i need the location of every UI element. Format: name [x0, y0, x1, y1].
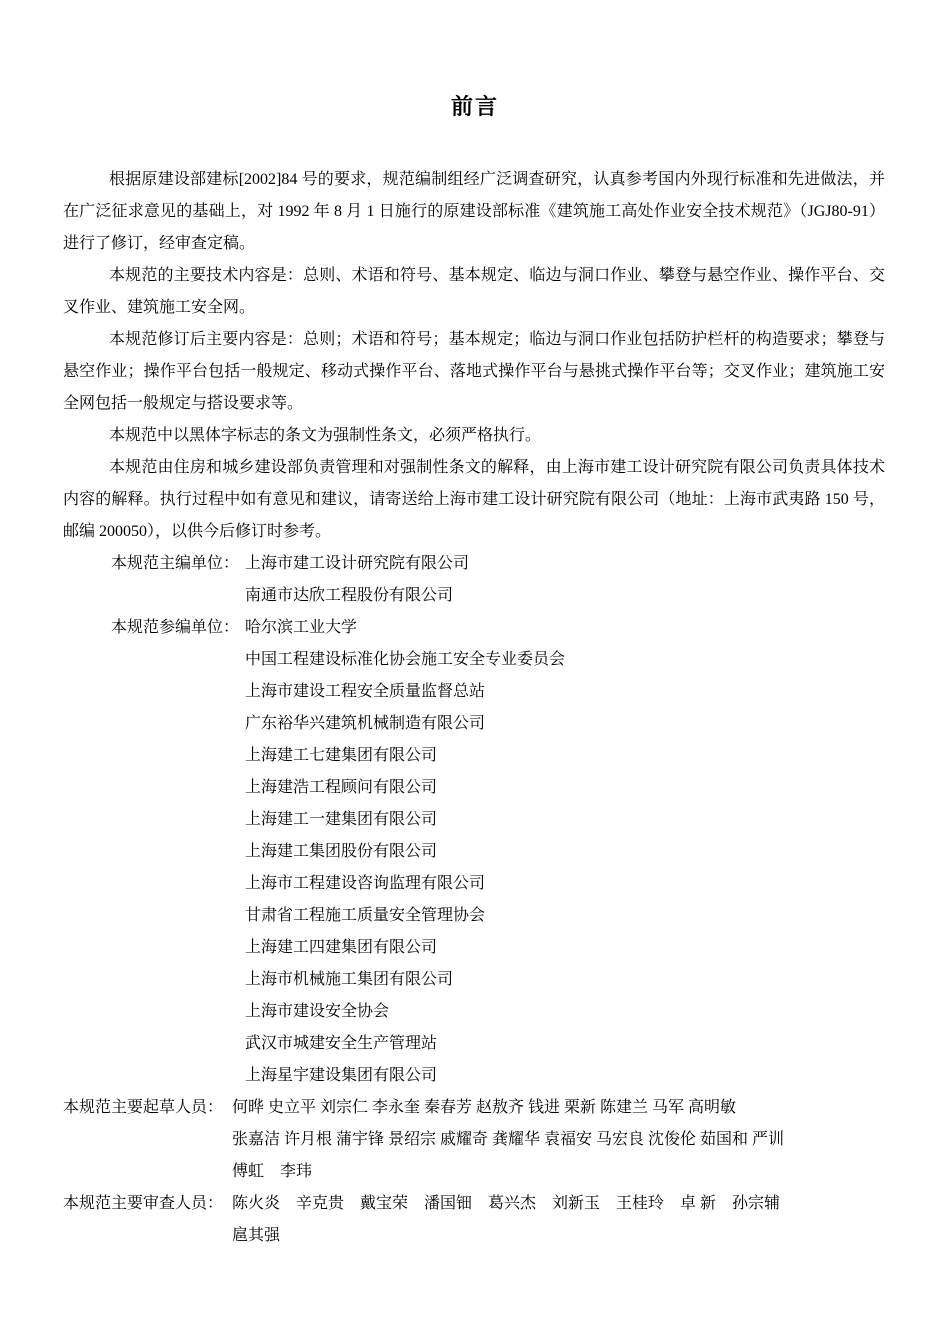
unit-item: 南通市达欣工程股份有限公司 [245, 587, 454, 604]
unit-item: 上海市建设工程安全质量监督总站 [245, 683, 486, 700]
unit-item: 上海市工程建设咨询监理有限公司 [245, 875, 486, 892]
chief-editor-label: 本规范主编单位： [111, 555, 240, 572]
drafters-block [63, 1092, 885, 1188]
unit-item: 中国工程建设标准化协会施工安全专业委员会 [245, 651, 566, 668]
unit-item: 上海市建设安全协会 [245, 1003, 390, 1020]
drafters-names-line: 张嘉洁 许月根 蒲宇锋 景绍宗 戚耀奇 龚耀华 袁福安 马宏良 沈俊伦 茹国和 严训 [232, 1131, 785, 1148]
chief-editor-units [245, 548, 885, 612]
reviewers-names-line: 陈火炎 辛克贵 戴宝荣 潘国钿 葛兴杰 刘新玉 王桂玲 卓 新 孙宗辅 [232, 1195, 781, 1212]
participating-units-label: 本规范参编单位： [111, 619, 240, 636]
unit-item: 上海建工四建集团有限公司 [245, 939, 438, 956]
unit-item: 上海建工七建集团有限公司 [245, 747, 438, 764]
participating-units-block [63, 612, 885, 1092]
page-title: 前言 [450, 94, 499, 119]
unit-item: 甘肃省工程施工质量安全管理协会 [245, 907, 486, 924]
unit-item: 上海市建工设计研究院有限公司 [245, 555, 470, 572]
unit-item: 上海建浩工程顾问有限公司 [245, 779, 438, 796]
paragraph-revised-contents: 本规范修订后主要内容是：总则；术语和符号；基本规定；临边与洞口作业包括防护栏杆的构造要求；攀登与悬空作业；操作平台包括一般规定、移动式操作平台、落地式操作平台与悬挑式操作平台等；交叉作业；建筑施工安全网包括一般规定与搭设要求等。 [63, 331, 885, 412]
chief-editor-block [63, 548, 885, 612]
drafters-label: 本规范主要起草人员： [63, 1099, 224, 1116]
unit-item: 上海市机械施工集团有限公司 [245, 971, 454, 988]
drafters-names-line: 傅虹 李玮 [232, 1163, 313, 1180]
drafters-names [232, 1092, 885, 1188]
paragraph-basis: 根据原建设部建标[2002]84 号的要求，规范编制组经广泛调查研究，认真参考国内外现行标准和先进做法，并在广泛征求意见的基础上，对 1992 年 8 月 1 日施行的原建设部标准《建筑施工高处作业安全技术规范》（JGJ80-91）进行了修订，经审查定稿。 [63, 171, 885, 252]
paragraph-administration: 本规范由住房和城乡建设部负责管理和对强制性条文的解释，由上海市建工设计研究院有限公司负责具体技术内容的解释。执行过程中如有意见和建议，请寄送给上海市建工设计研究院有限公司（地址：上海市武夷路 150 号，邮编 200050），以供今后修订时参考。 [63, 459, 885, 540]
paragraph-mandatory-provisions: 本规范中以黑体字标志的条文为强制性条文，必须严格执行。 [109, 427, 542, 444]
unit-item: 武汉市城建安全生产管理站 [245, 1035, 438, 1052]
unit-item: 上海建工集团股份有限公司 [245, 843, 438, 860]
unit-item: 哈尔滨工业大学 [245, 619, 358, 636]
reviewers-names-line: 扈其强 [232, 1227, 281, 1244]
reviewers-label: 本规范主要审查人员： [63, 1195, 224, 1212]
document-body [63, 164, 885, 1252]
unit-item: 上海星宇建设集团有限公司 [245, 1067, 438, 1084]
drafters-names-line: 何晔 史立平 刘宗仁 李永奎 秦春芳 赵敖齐 钱进 栗新 陈建兰 马军 高明敏 [232, 1099, 737, 1116]
unit-item: 上海建工一建集团有限公司 [245, 811, 438, 828]
unit-item: 广东裕华兴建筑机械制造有限公司 [245, 715, 486, 732]
participating-units [245, 612, 885, 1092]
reviewers-block [63, 1188, 885, 1252]
reviewers-names [232, 1188, 885, 1252]
paragraph-main-contents: 本规范的主要技术内容是：总则、术语和符号、基本规定、临边与洞口作业、攀登与悬空作业、操作平台、交叉作业、建筑施工安全网。 [63, 267, 885, 316]
